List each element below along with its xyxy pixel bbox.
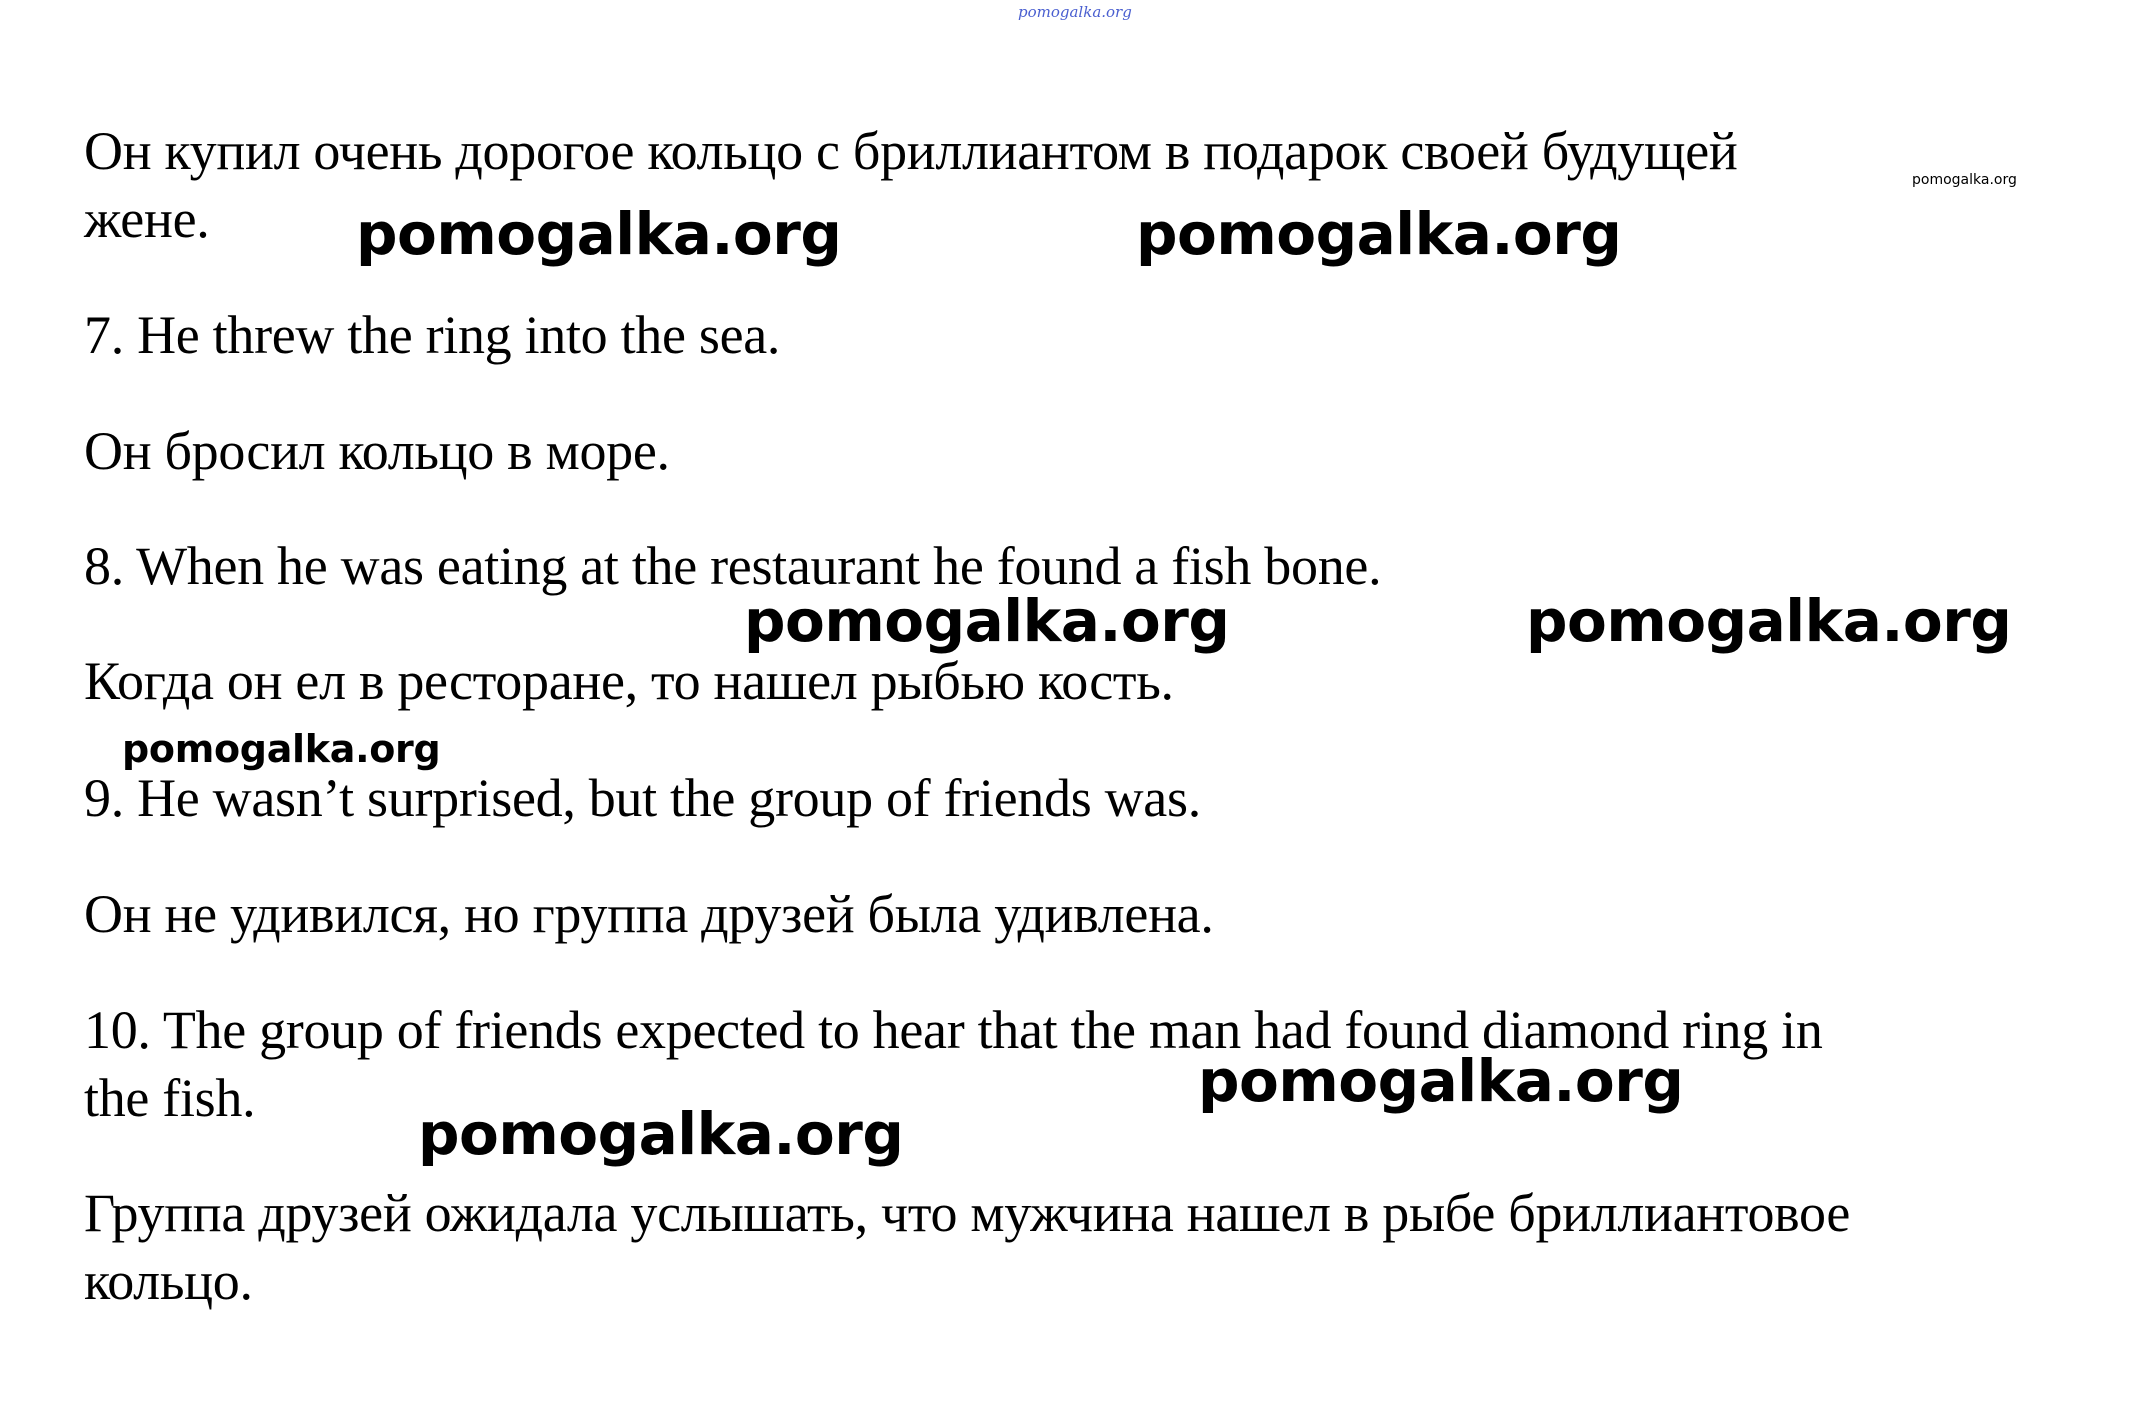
item-10-ru-line-1: Группа друзей ожидала услышать, что мужчина нашел в рыбе бриллиантовое bbox=[84, 1183, 1851, 1243]
watermark-big: pomogalka.org bbox=[356, 200, 842, 268]
watermark-big: pomogalka.org bbox=[1198, 1047, 1684, 1115]
item-7-ru: Он бросил кольцо в море. bbox=[84, 421, 670, 481]
item-10-ru-line-2: кольцо. bbox=[84, 1251, 253, 1311]
item-7-en: 7. He threw the ring into the sea. bbox=[84, 305, 781, 365]
watermark-big: pomogalka.org bbox=[418, 1100, 904, 1168]
watermark-big: pomogalka.org bbox=[1136, 200, 1622, 268]
item-8-en: 8. When he was eating at the restaurant he found a fish bone. bbox=[84, 536, 1382, 596]
item-9-ru: Он не удивился, но группа друзей была удивлена. bbox=[84, 884, 1214, 944]
item-10-en-line-2: the fish. bbox=[84, 1068, 256, 1128]
watermark-big: pomogalka.org bbox=[1526, 587, 2012, 655]
item-6-ru-line-1: Он купил очень дорогое кольцо с бриллиантом в подарок своей будущей bbox=[84, 121, 1738, 181]
item-10-en-line-1: 10. The group of friends expected to hear that the man had found diamond ring in bbox=[84, 1000, 1823, 1060]
item-6-ru-line-2: жене. bbox=[84, 189, 210, 249]
watermark-big: pomogalka.org bbox=[744, 587, 1230, 655]
watermark-medium: pomogalka.org bbox=[122, 727, 441, 771]
watermark-small-right: pomogalka.org bbox=[1912, 172, 2017, 188]
watermark-top: pomogalka.org bbox=[1018, 3, 1132, 21]
item-8-ru: Когда он ел в ресторане, то нашел рыбью кость. bbox=[84, 651, 1174, 711]
item-9-en: 9. He wasn’t surprised, but the group of friends was. bbox=[84, 768, 1201, 828]
